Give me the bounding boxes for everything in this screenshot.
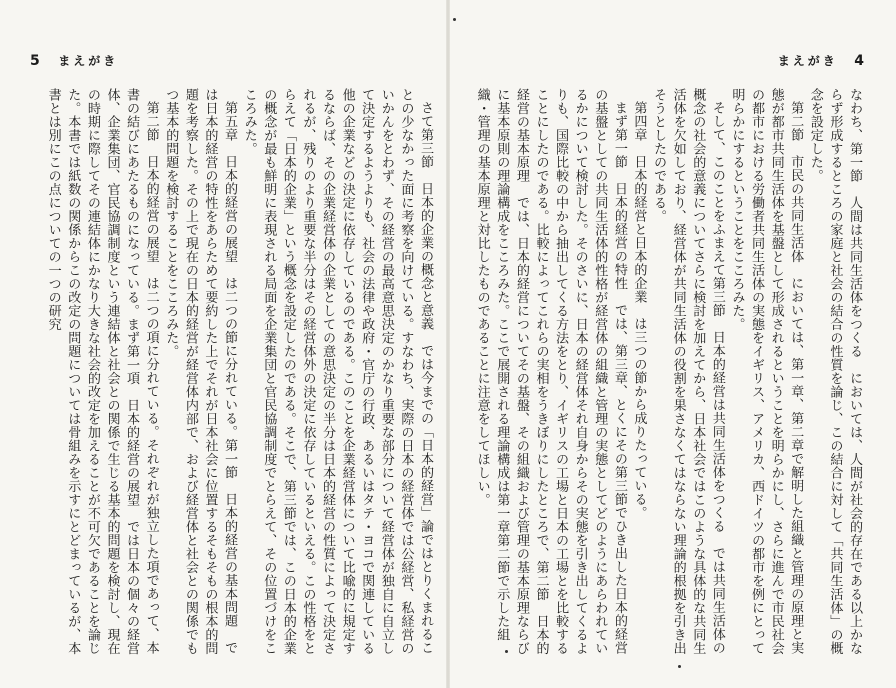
left-page-body (30, 88, 435, 663)
scan-speck (678, 665, 681, 668)
right-paragraph-1: なわち、第一節 人間は共同生活体をつくる においては、人間が社会的存在である以上かならず形成するところの家庭と社会の結合の性質を論じ、この結合に対して「共同生活体」の概念を設定した。 (807, 88, 862, 655)
left-page-header (30, 52, 118, 69)
left-page-number: 5 (30, 53, 42, 69)
right-page-header (778, 52, 866, 69)
left-paragraph-3: 第二節 日本的経営の展望 は二つの項に分れている。それぞれが独立した項であって、本書の結びにあたるものになっている。まず第一項 日本的経営の展望 では日本の個々の経営体、企業集団、官民協調制度という連結体と社会との関係で生じる基本的問題を検討し、現在の時期に際してその連結体にかなり大きな社会的改定を加えることが不可欠であることを論じた。本書では紙数の関係からこの改定の問題については骨組みを示すにとどまっているが、本書とは別にこの点についての一つの研究 (45, 88, 159, 655)
right-paragraph-2: 第二節 市民の共同生活体 においては、第一章、第二章で解明した組織と管理の原理と実態が都市共同生活体を基盤として形成されるということを明らかにし、さらに進んで市民社会の都市における労働者共同生活体の実態をイギリス、アメリカ、西ドイツの都市を例にとって明らかにするということをこころみた。 (729, 88, 804, 655)
right-page-body (474, 88, 864, 663)
right-paragraph-3: そして、このことをふまえて第三節 日本的経営は共同生活体をつくる では共同生活体の概念の社会的意義についてさらに検討を加えてから、日本社会ではこのような具体的な共同生活体を欠如しており、経営体が共同生活体の役割を果さなくてはならない理論的根拠を引き出そうとしたのである。 (651, 88, 725, 655)
right-paragraph-4: 第四章 日本的経営と日本的企業 は三つの節から成りたっている。 (631, 101, 647, 520)
left-paragraph-2: 第五章 日本的経営の展望 は二つの節に分れている。第一節 日本的経営の基本問題 では日本的経営の特性をあらためて要約した上でそれが日本社会に位置するそもそもの根本的問題を考察した。その上で現在の日本的経営が経営体内部で、および経営体と社会との関係でもつ基本的問題を検討することをこころみた。 (163, 88, 238, 655)
scan-speck (505, 650, 508, 653)
right-paragraph-5: まず第一節 日本的経営の特性 では、第三章、とくにその第三節でひき出した日本的経営の基盤としての共同生活体的性格が経営体の組織と管理の実態としてどのようにあらわれているかについて検討した。そのさいに、日本の経営体それ自身からその実態を引き出してくるよりも、国際比較の中から抽出してくる方法をとり、イギリスの工場と日本の工場とを比較することにしたのである。比較によってこれらの実相をうきぼりにしたところで、第二節 日本的経営の基本原理 では、日本的経営についてその基盤、その組織および管理の基本原理ならびに基本原則の理論構成をこころみた。ここで展開される理論構成は第一章第二節で示した組織・管理の基本原理と対比したものであることに注意をしてほしい。 (474, 88, 627, 655)
left-paragraph-1: さて第三節 日本的企業の概念と意義 では今までの「日本的経営」論ではとりくまれることの少なかった面に考察を向けている。すなわち、実際の日本の経営体では公経営、私経営のいかんをとわず、その経営の最高意思決定のかなり重要な部分について経営体が独自に自立して決定するようよりも、社会の法律や政府・官庁の行政、あるいはタテ・ヨコで関連している他の企業などの決定に依存しているのである。このことを企業経営体について比喩的に規定するならば、その企業経営体の企業としての意思決定の半分は日本的経営の性質によって決定されるが、残りのより重要な半分はその経営体外の決定に依存しているといえる。この性格をとらえて「日本的企業」という概念を設定したのである。そこで、第三節では、この日本的企業の概念が最も鮮明に表現される局面を企業集団と官民協調制度でとらえて、その位置づけをこころみた。 (241, 88, 433, 655)
right-page-number: 4 (854, 53, 866, 69)
scan-speck (453, 18, 456, 21)
left-running-head: まえがき (58, 54, 119, 68)
right-running-head: まえがき (777, 54, 838, 68)
